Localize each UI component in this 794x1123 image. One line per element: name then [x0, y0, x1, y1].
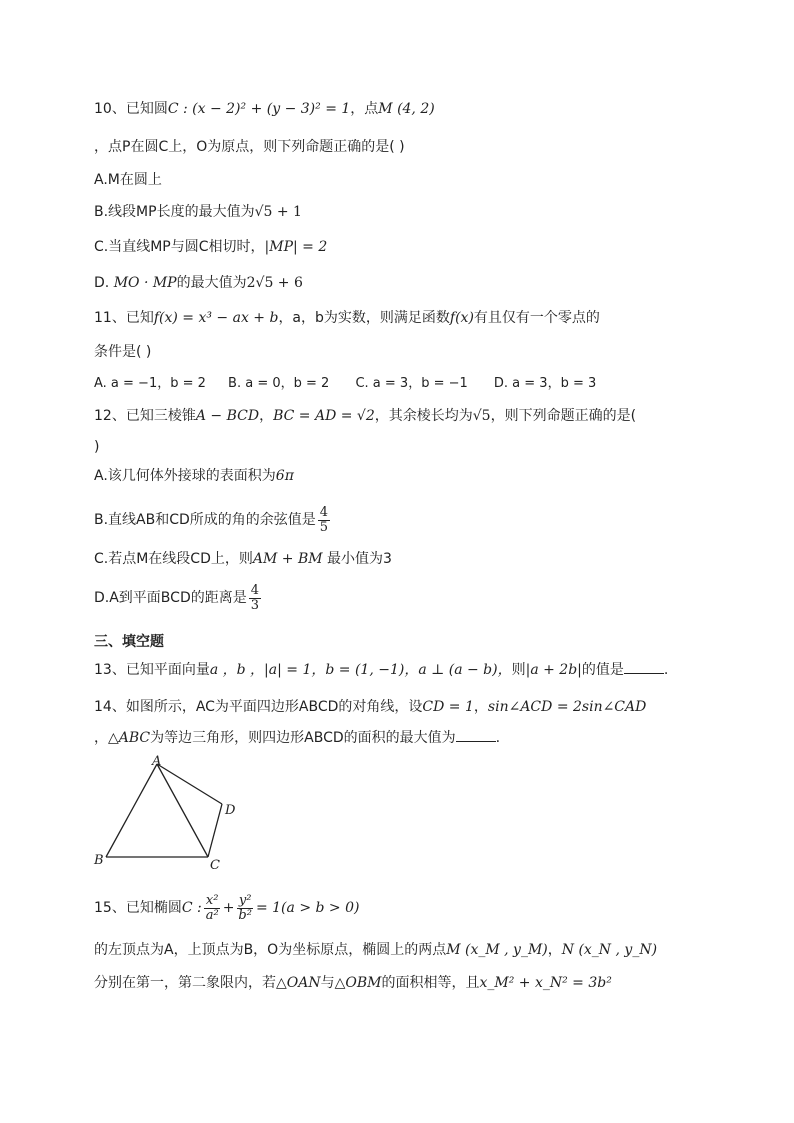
q10-option-d — [94, 273, 303, 293]
q12-option-a — [94, 466, 294, 486]
vertex-label-b: B — [94, 853, 104, 868]
q12-option-d-text: D.A到平面BCD的距离是 — [94, 590, 247, 606]
q12-stem-text: 12、已知三棱锥 — [94, 408, 196, 424]
q13-stem-text-c: 的值是 — [581, 662, 624, 678]
q10-stem-text: 10、已知圆 — [94, 101, 168, 117]
q10-vector-product: MO · MP — [113, 275, 177, 291]
q12-option-b-text: B.直线AB和CD所成的角的余弦值是 — [94, 512, 316, 528]
q10-option-c-text: C.当直线MP与圆C相切时， — [94, 239, 265, 255]
q10-option-b-value: √5 + 1 — [254, 204, 302, 220]
q13-answer-blank[interactable] — [624, 673, 664, 674]
q15-plus: + — [222, 900, 235, 916]
q13-condition: |a| = 1，b = (1, −1)，a ⊥ (a − b)， — [264, 662, 512, 678]
q12-option-d-fraction — [249, 584, 261, 613]
q12-stem-text-d: ，则下列命题正确的是( — [490, 408, 637, 424]
q12-sep: ， — [259, 408, 274, 424]
q12-stem-line2: ) — [94, 439, 100, 455]
q11-stem-text-c: 有且仅有一个零点的 — [473, 310, 600, 326]
q10-option-b — [94, 202, 302, 222]
q12-stem-text-c: ，其余棱长均为 — [374, 408, 473, 424]
q13-stem-text: 13、已知平面向量 — [94, 662, 210, 678]
q15-stem2-text: 的左顶点为A，上顶点为B，O为坐标原点，椭圆上的两点 — [94, 942, 447, 958]
q12-option-b — [94, 505, 332, 535]
q10-option-d-text: 的最大值为 — [176, 275, 247, 291]
q12-option-c — [94, 549, 392, 569]
q15-triangle-oan: △OAN — [276, 975, 321, 991]
q15-triangle-obm: △OBM — [334, 975, 382, 991]
q11-options — [94, 374, 596, 394]
q15-x-numerator: x² — [205, 892, 219, 908]
q14-cd: CD = 1 — [422, 699, 474, 715]
q10-stem-text-b: ，点 — [350, 101, 379, 117]
q15-stem2-sep: ， — [547, 942, 562, 958]
q12-option-a-text: A.该几何体外接球的表面积为 — [94, 468, 276, 484]
q12-option-d — [94, 583, 263, 613]
q11-stem — [94, 308, 600, 328]
q12-option-c-text: C.若点M在线段CD上，则 — [94, 551, 253, 567]
q14-stem — [94, 697, 646, 717]
q15-stem3-text-c: 的面积相等，且 — [381, 975, 480, 991]
q12-edge-condition: BC = AD = √2 — [273, 408, 375, 424]
edge-dc — [208, 804, 222, 857]
q12-option-b-fraction — [318, 506, 330, 535]
q14-triangle: △ABC — [108, 730, 151, 746]
q11-fx: f(x) — [449, 310, 474, 326]
q14-stem2-text: 为等边三角形，则四边形ABCD的面积的最大值为 — [150, 730, 456, 746]
q13-vectors: a ，b ， — [209, 662, 265, 678]
edge-ab — [106, 764, 157, 857]
q12-tetrahedron: A − BCD — [195, 408, 260, 424]
q12-option-a-value: 6π — [275, 468, 294, 484]
q15-stem-text: 15、已知椭圆 — [94, 900, 182, 916]
q15-stem-line3 — [94, 973, 612, 993]
q10-option-c — [94, 237, 327, 257]
vertex-label-d: D — [225, 803, 236, 818]
q10-stem — [94, 99, 435, 119]
diagonal-ac — [157, 764, 208, 857]
q14-sep: ， — [473, 699, 488, 715]
edge-ad — [157, 764, 222, 804]
q15-stem3-and: 与 — [320, 975, 335, 991]
q11-option-a: A. a = −1，b = 2 — [94, 376, 206, 391]
section-heading: 三、填空题 — [94, 634, 164, 650]
q10-stem-line2: ，点P在圆C上，O为原点，则下列命题正确的是( ) — [94, 139, 405, 155]
q11-option-b: B. a = 0，b = 2 — [228, 376, 330, 391]
q15-point-n: N (x_N , y_N) — [561, 942, 658, 958]
q15-x-denominator: a² — [205, 907, 219, 923]
q14-stem-line2: ，△ABC为等边三角形，则四边形ABCD的面积的最大值为 . — [94, 730, 501, 746]
q11-function: f(x) = x³ − ax + b — [153, 310, 279, 326]
q15-y-fraction — [236, 894, 254, 923]
q15-y-denominator: b² — [238, 907, 252, 923]
q12-option-b-denominator: 5 — [319, 519, 329, 535]
q12-stem — [94, 406, 636, 426]
q12-option-d-denominator: 3 — [250, 597, 260, 613]
q13-stem-text-b: 则 — [511, 662, 526, 678]
q12-option-d-numerator: 4 — [250, 582, 260, 598]
q15-stem — [94, 888, 359, 928]
q12-option-c-expr: AM + BM — [252, 551, 323, 567]
q15-y-numerator: y² — [238, 892, 252, 908]
vertex-label-c: C — [210, 858, 220, 872]
q10-circle-equation: C : (x − 2)² + (y − 3)² = 1 — [167, 101, 351, 117]
q15-stem-line2 — [94, 940, 657, 960]
q10-point-m: M (4, 2) — [378, 101, 435, 117]
vertex-label-a: A — [152, 754, 162, 769]
q13-stem: 13、已知平面向量a ，b ，|a| = 1，b = (1, −1)，a ⊥ (a − b)，则|a + 2b|的值是 . — [94, 662, 669, 678]
q15-condition: x_M² + x_N² = 3b² — [479, 975, 612, 991]
q10-option-d-label: D. — [94, 275, 110, 291]
q12-other-edge: √5 — [472, 408, 491, 424]
q15-x-fraction — [204, 894, 221, 923]
q10-option-d-value: 2√5 + 6 — [246, 275, 303, 291]
q12-option-c-tail: 最小值为3 — [327, 551, 392, 567]
q12-option-b-numerator: 4 — [319, 504, 329, 520]
q10-option-c-value: |MP| = 2 — [264, 239, 328, 255]
q15-point-m: M (x_M , y_M) — [446, 942, 548, 958]
q15-ellipse-name: C : — [181, 900, 202, 916]
q13-expression: |a + 2b| — [525, 662, 582, 678]
q11-stem-text: 11、已知 — [94, 310, 154, 326]
q15-equation-rhs: = 1(a > b > 0) — [255, 900, 360, 916]
q11-option-d: D. a = 3，b = 3 — [493, 376, 597, 391]
q11-stem-line2: 条件是( ) — [94, 344, 152, 360]
q14-stem-text: 14、如图所示，AC为平面四边形ABCD的对角线，设 — [94, 699, 423, 715]
q14-sine-condition: sin∠ACD = 2sin∠CAD — [487, 699, 647, 715]
q11-option-c: C. a = 3，b = −1 — [355, 376, 468, 391]
q14-answer-blank[interactable] — [456, 741, 496, 742]
q10-option-b-text: B.线段MP长度的最大值为 — [94, 204, 255, 220]
q15-stem3-text: 分别在第一，第二象限内，若 — [94, 975, 276, 991]
q10-option-a: A.M在圆上 — [94, 172, 162, 188]
q14-stem2-sep: ， — [94, 730, 108, 746]
q14-quadrilateral-figure — [90, 752, 250, 872]
q11-stem-text-b: ，a，b为实数，则满足函数 — [278, 310, 450, 326]
